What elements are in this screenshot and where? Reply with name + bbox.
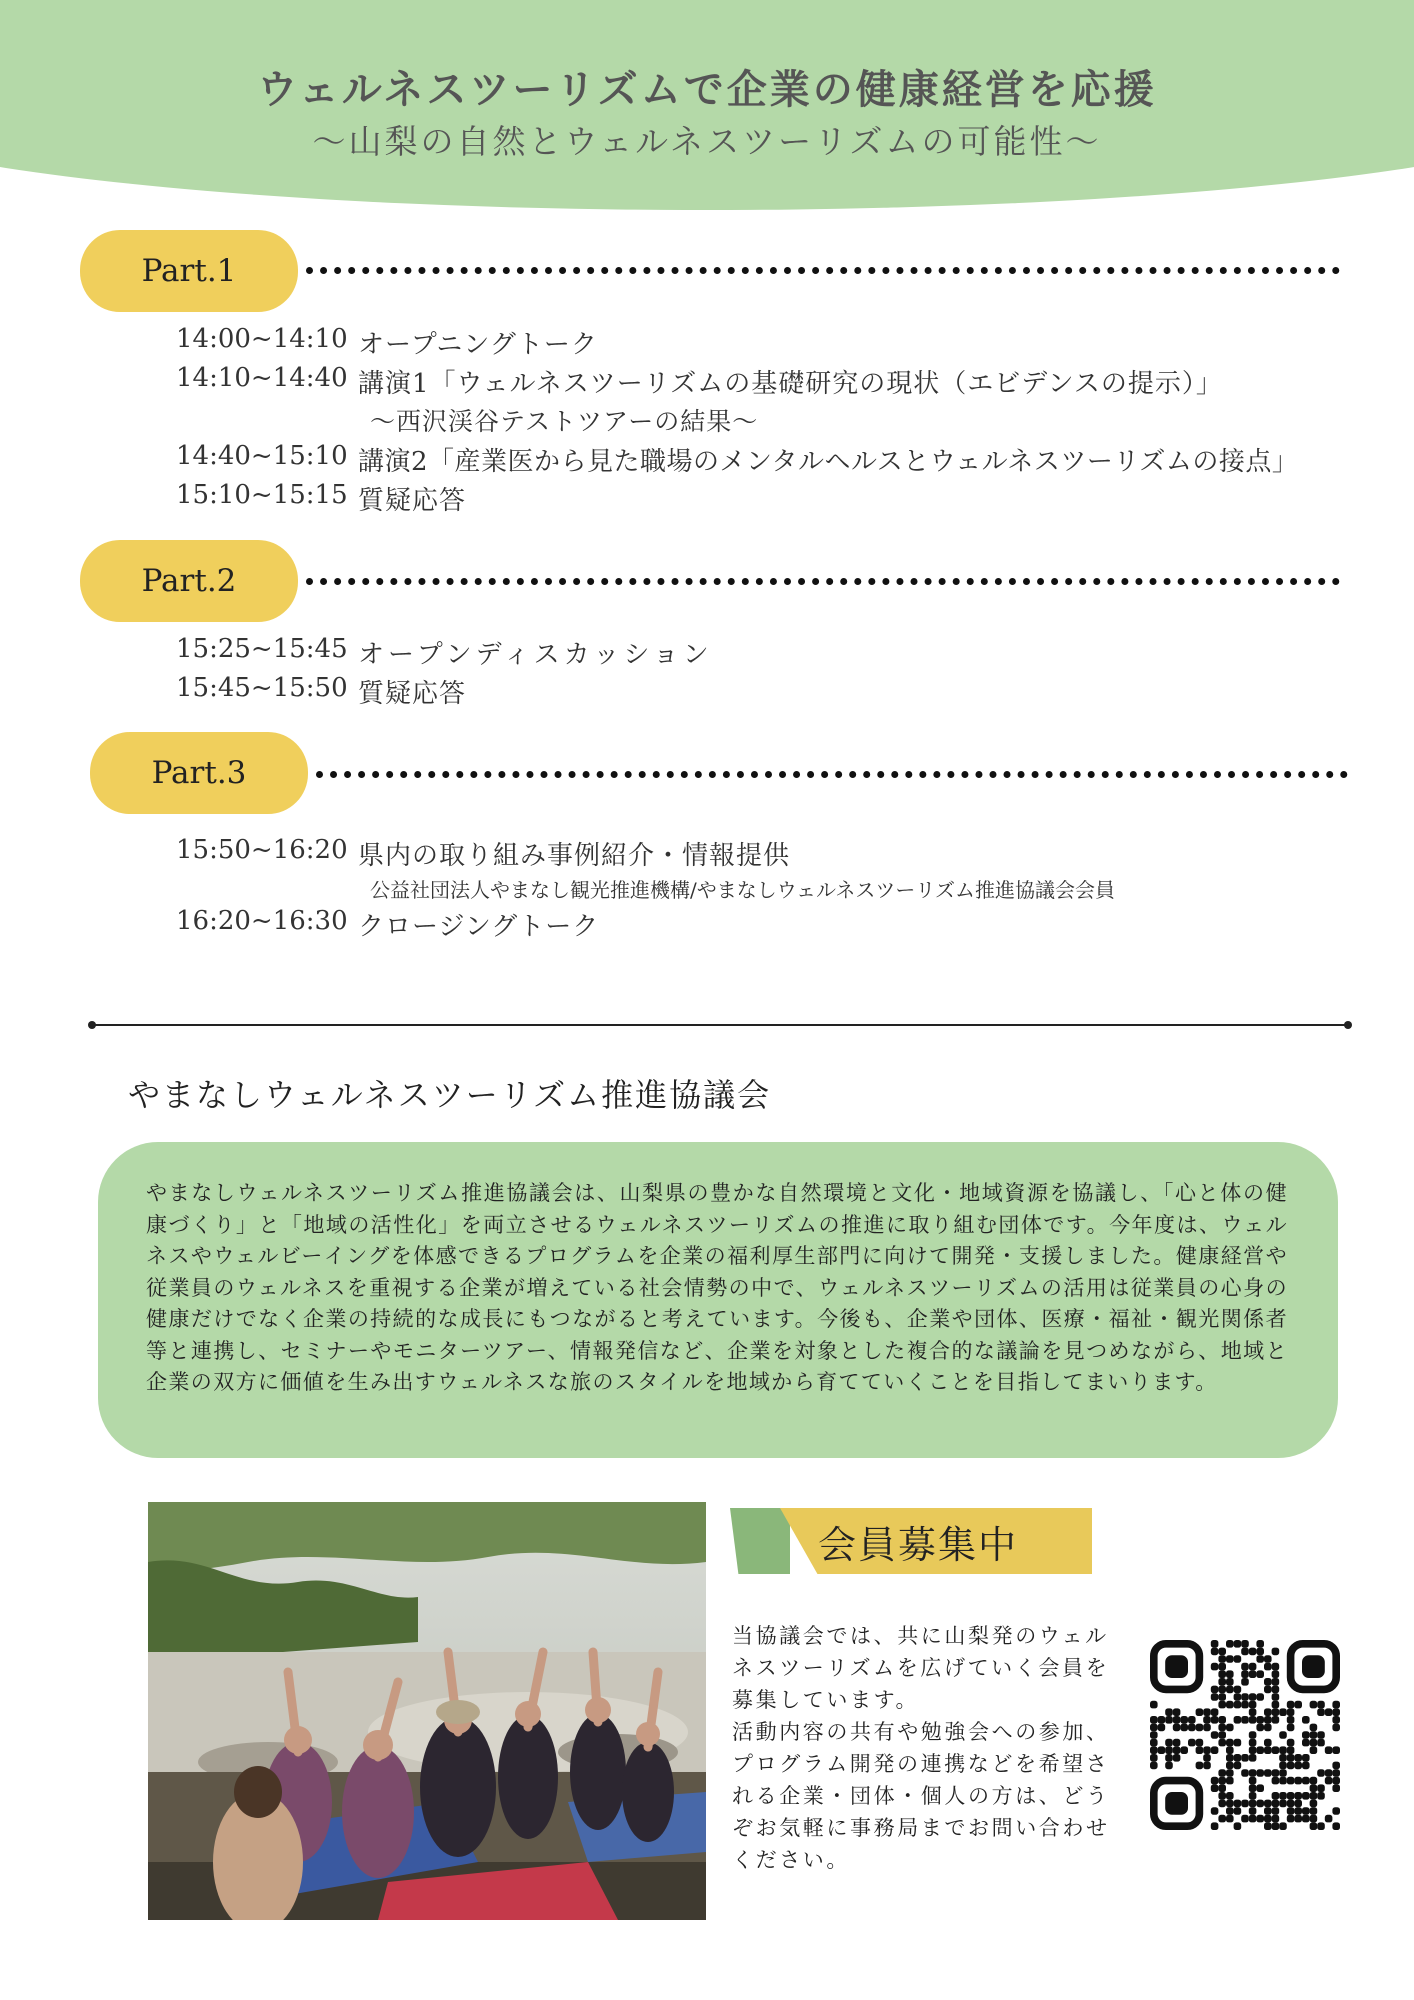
part2-row2-time: 15:45~15:50: [176, 673, 348, 703]
qr-code[interactable]: [1150, 1640, 1340, 1830]
recruit-title: 会員募集中: [818, 1522, 1019, 1567]
divider-right-dot: [1344, 1021, 1352, 1029]
part3-dotted-rule: [316, 771, 1348, 778]
recruit-banner-green-tab: [730, 1508, 790, 1574]
part1-row4-time: 15:10~15:15: [176, 480, 348, 510]
part3-row1-time: 15:50~16:20: [176, 835, 348, 865]
part3-row2-text: クロージングトーク: [358, 912, 600, 942]
outdoor-yoga-photo: [148, 1502, 706, 1920]
part1-row2-text: 講演1「ウェルネスツーリズムの基礎研究の現状（エビデンスの提示）」: [358, 369, 1223, 399]
part3-row2-time: 16:20~16:30: [176, 906, 348, 936]
part1-row4-text: 質疑応答: [358, 486, 467, 516]
part1-row3-text: 講演2「産業医から見た職場のメンタルヘルスとウェルネスツーリズムの接点」: [358, 447, 1299, 477]
organization-name: やまなしウェルネスツーリズム推進協議会: [128, 1076, 772, 1114]
part2-row1-text: オープンディスカッション: [358, 640, 713, 670]
recruit-description: 当協議会では、共に山梨発のウェルネスツーリズムを広げていく会員を募集しています。 活動内容の共有や勉強会への参加、プログラム開発の連携などを希望される企業・団体・個人の方は、どうぞお気軽に事務局までお問い合わせください。: [732, 1624, 1110, 1872]
part2-row1-time: 15:25~15:45: [176, 634, 348, 664]
part3-row1-sub: 公益社団法人やまなし観光推進機構/やまなしウェルネスツーリズム推進協議会会員: [370, 878, 1115, 902]
part1-row2-sub: ～西沢渓谷テストツアーの結果～: [370, 407, 759, 436]
part1-badge: Part.1: [80, 230, 298, 312]
organization-description: やまなしウェルネスツーリズム推進協議会は、山梨県の豊かな自然環境と文化・地域資源を協議し、「心と体の健康づくり」と「地域の活性化」を両立させるウェルネスツーリズムの推進に取り組む団体です。今年度は、ウェルネスやウェルビーイングを体感できるプログラムを企業の福利厚生部門に向けて開発・支援しました。健康経営や従業員のウェルネスを重視する企業が増えている社会情勢の中で、ウェルネスツーリズムの活用は従業員の心身の健康だけでなく企業の持続的な成長にもつながると考えています。今後も、企業や団体、医療・福祉・観光関係者等と連携し、セミナーやモニターツアー、情報発信など、企業を対象とした複合的な議論を見つめながら、地域と企業の双方に価値を生み出すウェルネスな旅のスタイルを地域から育てていくことを目指してまいります。: [146, 1181, 1288, 1394]
part2-row2-text: 質疑応答: [358, 679, 467, 709]
page-title: ウェルネスツーリズムで企業の健康経営を応援: [257, 66, 1157, 113]
page-subtitle: ～山梨の自然とウェルネスツーリズムの可能性～: [312, 122, 1102, 161]
recruit-banner: [730, 1508, 1092, 1574]
part1-row1-time: 14:00~14:10: [176, 324, 348, 354]
part2-dotted-rule: [306, 578, 1340, 585]
part1-row2-time: 14:10~14:40: [176, 363, 348, 393]
part3-row1-text: 県内の取り組み事例紹介・情報提供: [358, 841, 791, 871]
part1-row3-time: 14:40~15:10: [176, 441, 348, 471]
part1-row1-text: オープニングトーク: [358, 330, 598, 360]
section-divider: [90, 1024, 1348, 1026]
part2-badge: Part.2: [80, 540, 298, 622]
part1-dotted-rule: [306, 267, 1340, 274]
organization-description-box: [98, 1142, 1338, 1458]
part3-badge: Part.3: [90, 732, 308, 814]
